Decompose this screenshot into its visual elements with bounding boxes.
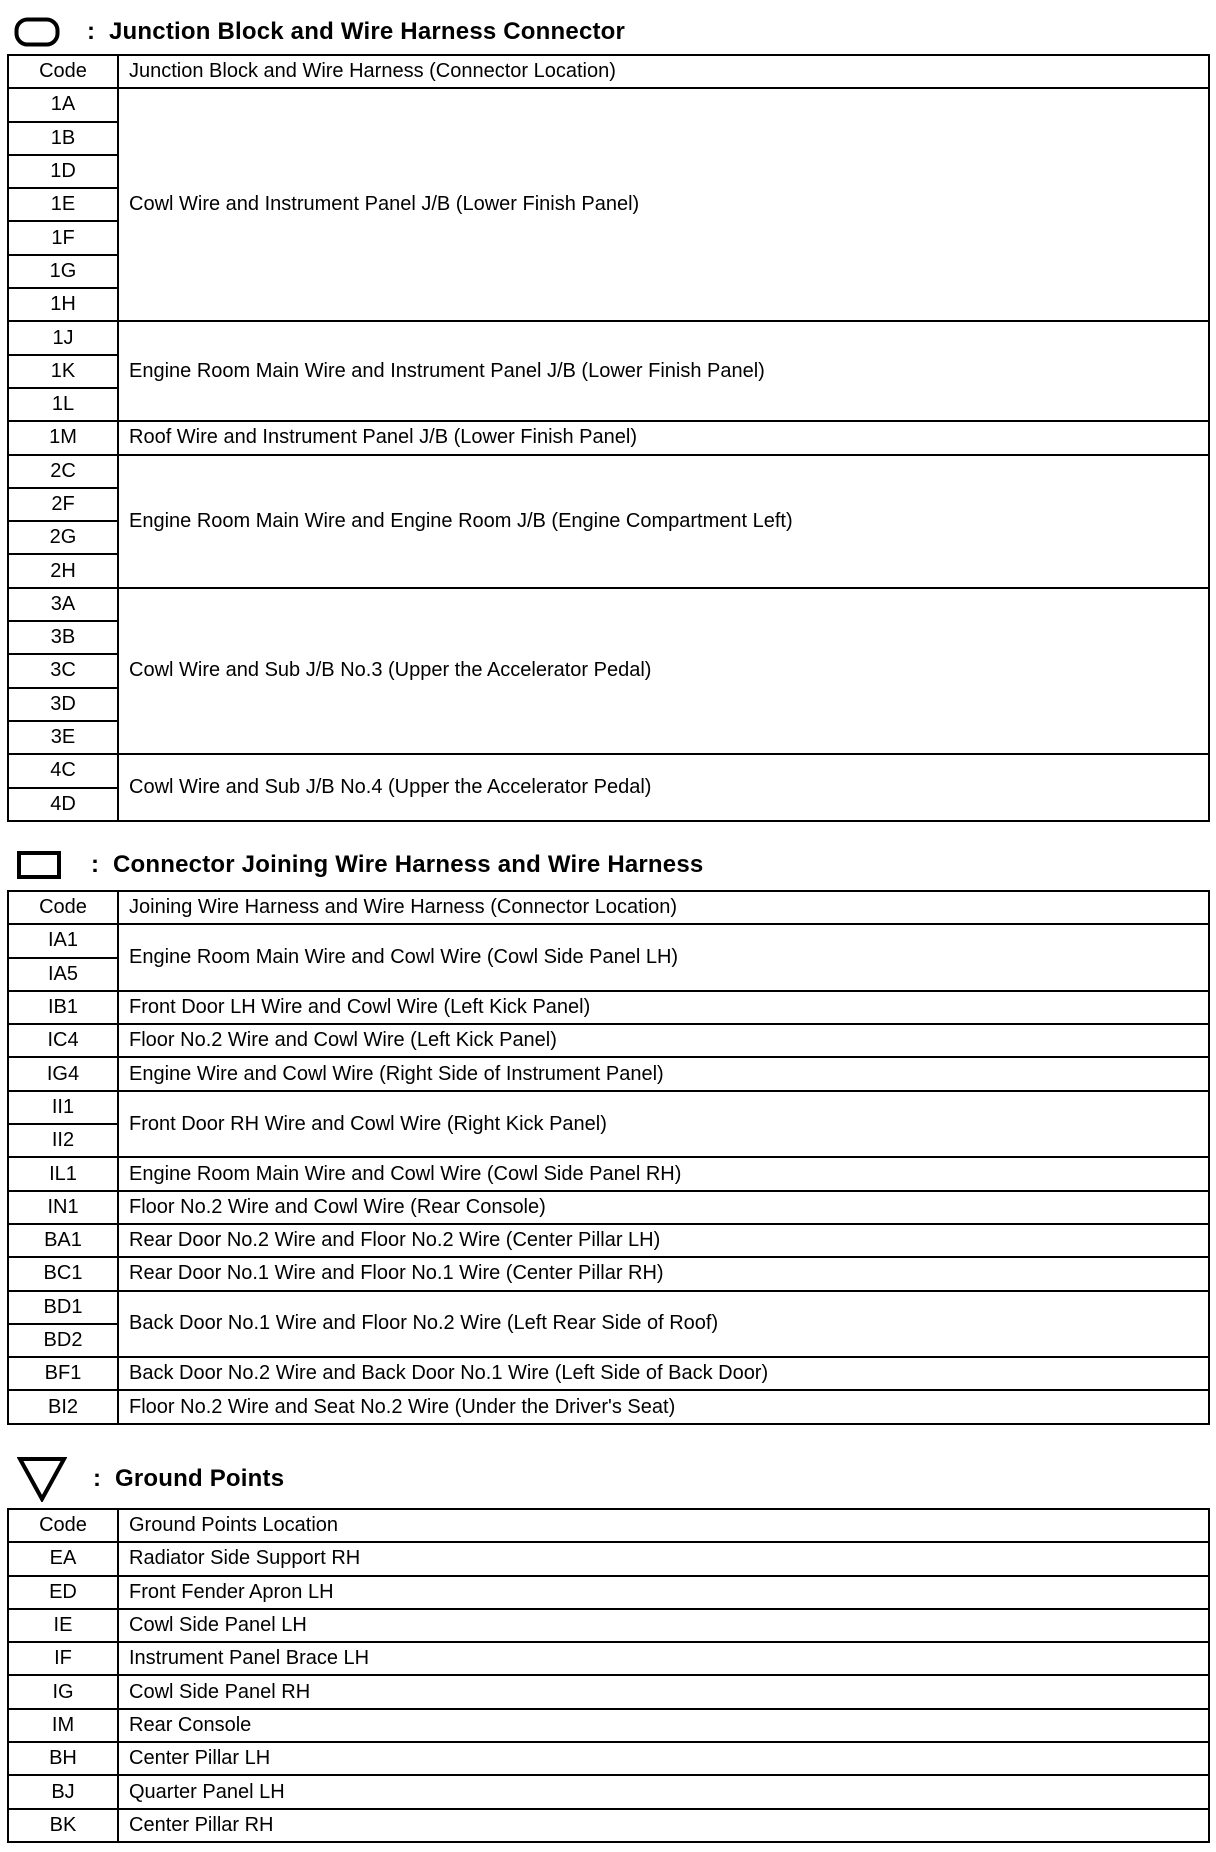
section-heading — [7, 1450, 1210, 1508]
location-cell: Engine Room Main Wire and Cowl Wire (Cowl Side Panel LH) — [118, 924, 1209, 991]
ground-table — [7, 1508, 1210, 1843]
rounded-rectangle-icon — [7, 17, 67, 47]
section-title: Ground Points — [115, 1465, 285, 1492]
location-cell: Cowl Wire and Instrument Panel J/B (Lower Finish Panel) — [118, 88, 1209, 321]
code-cell: IG — [8, 1675, 118, 1708]
table-row — [8, 1390, 1209, 1423]
location-cell: Front Door RH Wire and Cowl Wire (Right Kick Panel) — [118, 1091, 1209, 1158]
header-code: Code — [8, 891, 118, 924]
table-row — [8, 1642, 1209, 1675]
location-cell: Engine Wire and Cowl Wire (Right Side of Instrument Panel) — [118, 1057, 1209, 1090]
header-code: Code — [8, 55, 118, 88]
code-cell: 2H — [8, 554, 118, 587]
section-colon: : — [91, 851, 99, 878]
code-cell: 3B — [8, 621, 118, 654]
table-row — [8, 1542, 1209, 1575]
location-cell: Floor No.2 Wire and Cowl Wire (Rear Console) — [118, 1191, 1209, 1224]
rectangle-icon — [7, 851, 71, 879]
code-cell: 1G — [8, 255, 118, 288]
junction-table — [7, 54, 1210, 822]
code-cell: EA — [8, 1542, 118, 1575]
location-cell: Back Door No.2 Wire and Back Door No.1 Wire (Left Side of Back Door) — [118, 1357, 1209, 1390]
location-cell: Floor No.2 Wire and Seat No.2 Wire (Under the Driver's Seat) — [118, 1390, 1209, 1423]
table-header-row — [8, 1509, 1209, 1542]
location-cell: Front Door LH Wire and Cowl Wire (Left Kick Panel) — [118, 991, 1209, 1024]
code-cell: IA5 — [8, 958, 118, 991]
table-row — [8, 924, 1209, 957]
code-cell: 1F — [8, 221, 118, 254]
ground-points-section — [7, 1450, 1210, 1843]
header-code: Code — [8, 1509, 118, 1542]
table-row — [8, 1809, 1209, 1842]
location-cell: Center Pillar RH — [118, 1809, 1209, 1842]
section-colon: : — [93, 1465, 101, 1492]
table-row — [8, 1157, 1209, 1190]
table-row — [8, 1709, 1209, 1742]
code-cell: 3C — [8, 654, 118, 687]
code-cell: IM — [8, 1709, 118, 1742]
code-cell: IA1 — [8, 924, 118, 957]
table-row — [8, 1091, 1209, 1124]
table-row — [8, 754, 1209, 787]
code-cell: 4C — [8, 754, 118, 787]
code-cell: 3A — [8, 588, 118, 621]
location-cell: Radiator Side Support RH — [118, 1542, 1209, 1575]
table-row — [8, 321, 1209, 354]
code-cell: IF — [8, 1642, 118, 1675]
joining-connector-section — [7, 840, 1210, 1425]
code-cell: 1A — [8, 88, 118, 121]
code-cell: IE — [8, 1609, 118, 1642]
code-cell: BC1 — [8, 1257, 118, 1290]
table-row — [8, 88, 1209, 121]
code-cell: IG4 — [8, 1057, 118, 1090]
section-title: Connector Joining Wire Harness and Wire Harness — [113, 851, 704, 878]
table-row — [8, 1057, 1209, 1090]
header-location: Joining Wire Harness and Wire Harness (Connector Location) — [118, 891, 1209, 924]
location-cell: Rear Door No.1 Wire and Floor No.1 Wire (Center Pillar RH) — [118, 1257, 1209, 1290]
code-cell: 2G — [8, 521, 118, 554]
code-cell: 1K — [8, 355, 118, 388]
code-cell: II2 — [8, 1124, 118, 1157]
section-colon: : — [87, 18, 95, 45]
table-row — [8, 1357, 1209, 1390]
table-header-row — [8, 891, 1209, 924]
location-cell: Cowl Wire and Sub J/B No.4 (Upper the Accelerator Pedal) — [118, 754, 1209, 821]
location-cell: Engine Room Main Wire and Cowl Wire (Cowl Side Panel RH) — [118, 1157, 1209, 1190]
code-cell: BH — [8, 1742, 118, 1775]
code-cell: BK — [8, 1809, 118, 1842]
code-cell: BJ — [8, 1775, 118, 1808]
table-row — [8, 1257, 1209, 1290]
section-heading — [7, 840, 1210, 890]
section-title: Junction Block and Wire Harness Connector — [109, 18, 626, 45]
code-cell: 1D — [8, 155, 118, 188]
code-cell: BD2 — [8, 1324, 118, 1357]
code-cell: 1H — [8, 288, 118, 321]
code-cell: IL1 — [8, 1157, 118, 1190]
code-cell: BA1 — [8, 1224, 118, 1257]
code-cell: BD1 — [8, 1291, 118, 1324]
location-cell: Cowl Side Panel LH — [118, 1609, 1209, 1642]
code-cell: 4D — [8, 788, 118, 821]
location-cell: Quarter Panel LH — [118, 1775, 1209, 1808]
table-row — [8, 1675, 1209, 1708]
location-cell: Back Door No.1 Wire and Floor No.2 Wire (Left Rear Side of Roof) — [118, 1291, 1209, 1358]
code-cell: BF1 — [8, 1357, 118, 1390]
location-cell: Cowl Side Panel RH — [118, 1675, 1209, 1708]
code-cell: ED — [8, 1576, 118, 1609]
table-row — [8, 1609, 1209, 1642]
table-row — [8, 1224, 1209, 1257]
code-cell: 1L — [8, 388, 118, 421]
location-cell: Floor No.2 Wire and Cowl Wire (Left Kick Panel) — [118, 1024, 1209, 1057]
code-cell: 1J — [8, 321, 118, 354]
code-cell: 3D — [8, 688, 118, 721]
location-cell: Engine Room Main Wire and Engine Room J/B (Engine Compartment Left) — [118, 455, 1209, 588]
table-row — [8, 588, 1209, 621]
header-location: Junction Block and Wire Harness (Connector Location) — [118, 55, 1209, 88]
code-cell: 1B — [8, 122, 118, 155]
code-cell: 1E — [8, 188, 118, 221]
code-cell: IN1 — [8, 1191, 118, 1224]
location-cell: Engine Room Main Wire and Instrument Panel J/B (Lower Finish Panel) — [118, 321, 1209, 421]
location-cell: Center Pillar LH — [118, 1742, 1209, 1775]
location-cell: Front Fender Apron LH — [118, 1576, 1209, 1609]
table-row — [8, 1775, 1209, 1808]
location-cell: Roof Wire and Instrument Panel J/B (Lower Finish Panel) — [118, 421, 1209, 454]
table-row — [8, 455, 1209, 488]
code-cell: IC4 — [8, 1024, 118, 1057]
section-heading — [7, 10, 1210, 54]
code-cell: 2C — [8, 455, 118, 488]
code-cell: 2F — [8, 488, 118, 521]
code-cell: 1M — [8, 421, 118, 454]
table-row — [8, 1742, 1209, 1775]
code-cell: IB1 — [8, 991, 118, 1024]
table-row — [8, 1291, 1209, 1324]
table-header-row — [8, 55, 1209, 88]
joining-table — [7, 890, 1210, 1425]
table-row — [8, 421, 1209, 454]
code-cell: BI2 — [8, 1390, 118, 1423]
table-row — [8, 1191, 1209, 1224]
location-cell: Rear Door No.2 Wire and Floor No.2 Wire (Center Pillar LH) — [118, 1224, 1209, 1257]
location-cell: Instrument Panel Brace LH — [118, 1642, 1209, 1675]
location-cell: Cowl Wire and Sub J/B No.3 (Upper the Accelerator Pedal) — [118, 588, 1209, 754]
table-row — [8, 1024, 1209, 1057]
code-cell: 3E — [8, 721, 118, 754]
down-triangle-icon — [7, 1456, 77, 1502]
table-row — [8, 991, 1209, 1024]
junction-block-section — [7, 10, 1210, 822]
code-cell: II1 — [8, 1091, 118, 1124]
header-location: Ground Points Location — [118, 1509, 1209, 1542]
table-row — [8, 1576, 1209, 1609]
location-cell: Rear Console — [118, 1709, 1209, 1742]
